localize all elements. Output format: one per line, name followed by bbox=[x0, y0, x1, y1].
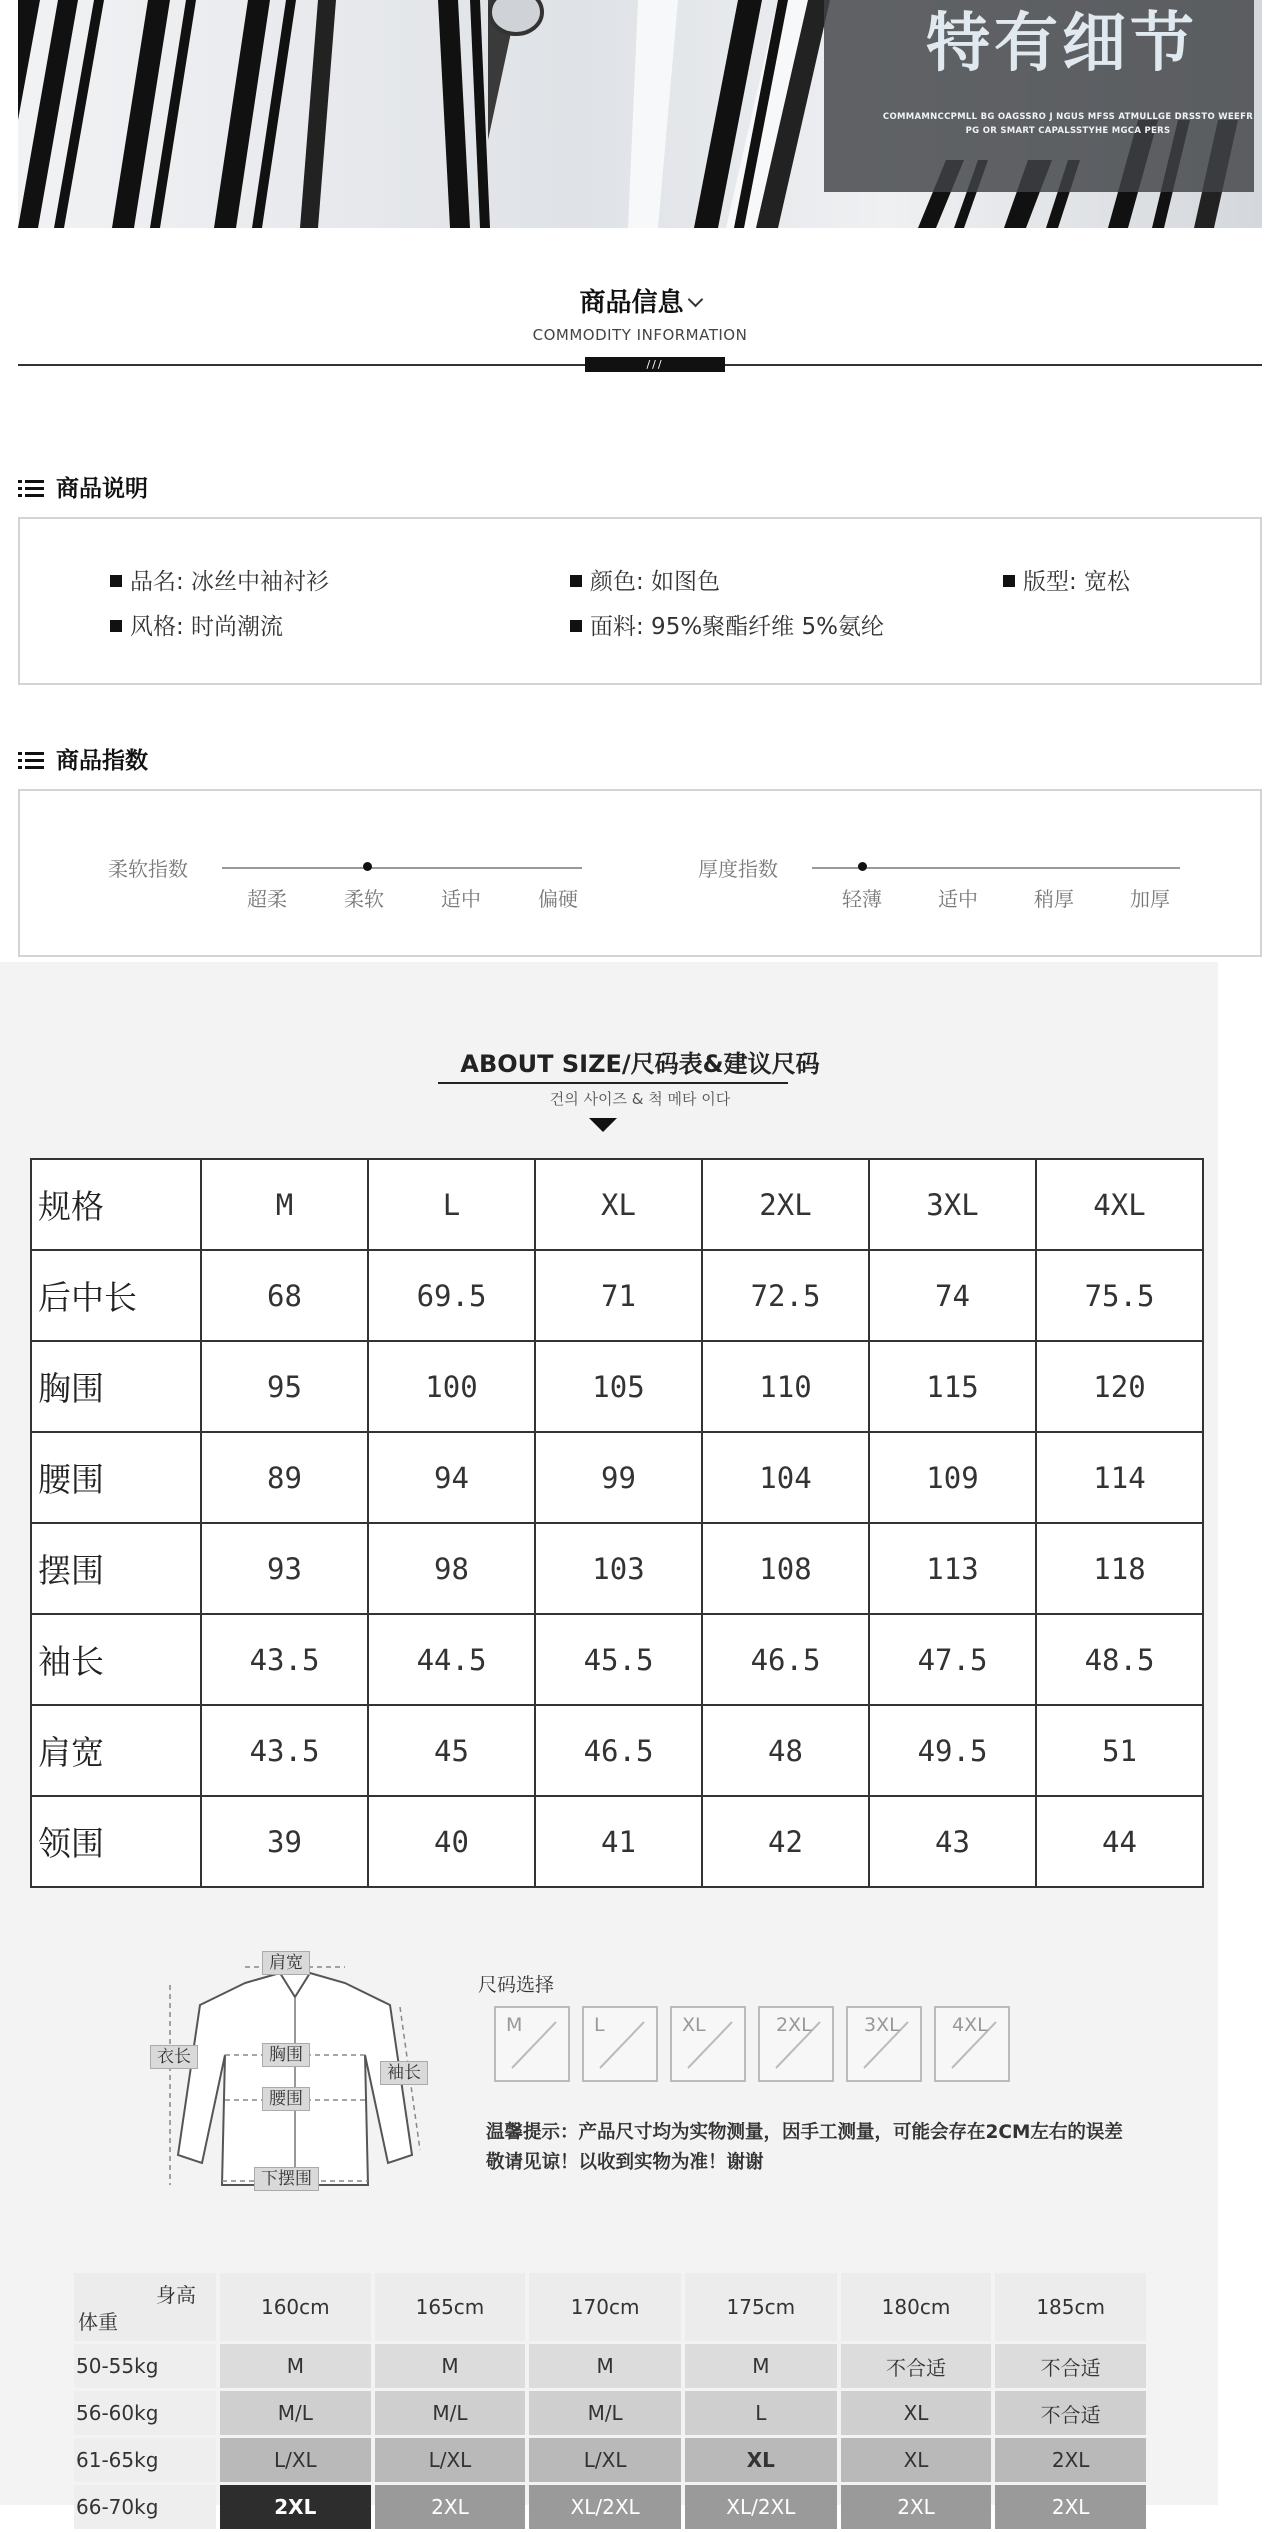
row-label: 肩宽 bbox=[31, 1705, 201, 1796]
spec-item: 品名: 冰丝中袖衬衫 bbox=[110, 563, 329, 596]
size-header: 2XL bbox=[702, 1159, 869, 1250]
table-cell: 89 bbox=[201, 1432, 368, 1523]
commodity-info-title: 商品信息 bbox=[579, 288, 684, 318]
thickness-marker bbox=[858, 862, 867, 871]
spec-item: 风格: 时尚潮流 bbox=[110, 608, 283, 641]
list-icon bbox=[18, 478, 44, 498]
table-cell: 2XL bbox=[995, 2438, 1146, 2482]
table-cell: 2XL bbox=[841, 2485, 992, 2529]
spec-item: 版型: 宽松 bbox=[1003, 563, 1130, 596]
size-header: M bbox=[201, 1159, 368, 1250]
height-header: 185cm bbox=[995, 2273, 1146, 2341]
table-cell: 120 bbox=[1036, 1341, 1203, 1432]
height-header: 180cm bbox=[841, 2273, 992, 2341]
table-cell: 48.5 bbox=[1036, 1614, 1203, 1705]
table-cell: 68 bbox=[201, 1250, 368, 1341]
table-cell: M/L bbox=[529, 2391, 681, 2435]
thickness-label: 厚度指数 bbox=[698, 857, 778, 881]
size-picker-title: 尺码选择 bbox=[478, 1974, 555, 1996]
size-chart-table bbox=[30, 1158, 1204, 1888]
table-cell: M bbox=[529, 2344, 681, 2388]
table-cell: 71 bbox=[535, 1250, 702, 1341]
weight-label: 50-55kg bbox=[74, 2344, 216, 2388]
table-cell: 113 bbox=[869, 1523, 1036, 1614]
table-cell: 43.5 bbox=[201, 1614, 368, 1705]
softness-label: 柔软指数 bbox=[108, 857, 188, 881]
hem-label: 下摆围 bbox=[254, 2167, 319, 2191]
commodity-info-subtitle: COMMODITY INFORMATION bbox=[532, 326, 748, 344]
shirt-measurement-diagram bbox=[150, 1945, 440, 2205]
spec-item: 颜色: 如图色 bbox=[570, 563, 720, 596]
softness-marker bbox=[363, 862, 372, 871]
table-cell: XL/2XL bbox=[529, 2485, 681, 2529]
table-cell: 110 bbox=[702, 1341, 869, 1432]
index-box bbox=[18, 789, 1262, 957]
row-label: 后中长 bbox=[31, 1250, 201, 1341]
thickness-tick: 稍厚 bbox=[1034, 887, 1074, 911]
table-row bbox=[74, 2438, 1146, 2482]
table-cell: M bbox=[375, 2344, 526, 2388]
softness-scale bbox=[222, 867, 582, 869]
table-row bbox=[31, 1614, 1203, 1705]
table-row bbox=[31, 1705, 1203, 1796]
table-cell: 不合适 bbox=[841, 2344, 992, 2388]
weight-label: 56-60kg bbox=[74, 2391, 216, 2435]
softness-tick: 超柔 bbox=[247, 887, 287, 911]
size-recommendation-table bbox=[70, 2270, 1150, 2532]
table-cell: 不合适 bbox=[995, 2391, 1146, 2435]
height-header: 165cm bbox=[375, 2273, 526, 2341]
length-label: 衣长 bbox=[150, 2045, 198, 2069]
table-cell: 45 bbox=[368, 1705, 535, 1796]
table-cell: 108 bbox=[702, 1523, 869, 1614]
row-label: 胸围 bbox=[31, 1341, 201, 1432]
size-option-xl[interactable]: XL bbox=[670, 2006, 746, 2082]
table-cell: 2XL bbox=[375, 2485, 526, 2529]
table-row bbox=[31, 1250, 1203, 1341]
table-cell: M bbox=[220, 2344, 371, 2388]
table-row bbox=[31, 1432, 1203, 1523]
table-cell: 114 bbox=[1036, 1432, 1203, 1523]
table-cell: 44.5 bbox=[368, 1614, 535, 1705]
spec-item: 面料: 95%聚酯纤维 5%氨纶 bbox=[570, 608, 884, 641]
corner-cell bbox=[74, 2273, 216, 2341]
weight-corner-label: 体重 bbox=[78, 2310, 118, 2334]
table-cell: L/XL bbox=[220, 2438, 371, 2482]
description-box bbox=[18, 517, 1262, 685]
row-label: 腰围 bbox=[31, 1432, 201, 1523]
table-cell: 72.5 bbox=[702, 1250, 869, 1341]
table-cell: 不合适 bbox=[995, 2344, 1146, 2388]
size-header: 4XL bbox=[1036, 1159, 1203, 1250]
table-cell: 93 bbox=[201, 1523, 368, 1614]
shoulder-label: 肩宽 bbox=[262, 1951, 310, 1975]
table-cell: 51 bbox=[1036, 1705, 1203, 1796]
softness-tick: 柔软 bbox=[344, 887, 384, 911]
list-icon bbox=[18, 750, 44, 770]
table-cell: L bbox=[685, 2391, 837, 2435]
divider-bar: /// bbox=[585, 357, 725, 372]
size-option-3xl[interactable]: 3XL bbox=[846, 2006, 922, 2082]
table-cell: M/L bbox=[375, 2391, 526, 2435]
table-cell: 45.5 bbox=[535, 1614, 702, 1705]
table-cell: 95 bbox=[201, 1341, 368, 1432]
table-row bbox=[74, 2391, 1146, 2435]
banner-caption: COMMAMNCCPMLL BG OAGSSRO J NGUS MFSS ATMULLGE DRSSTO WEEFR PG OR SMART CAPALSSTYHE MGCA PERS bbox=[882, 112, 1254, 136]
height-header: 170cm bbox=[529, 2273, 681, 2341]
table-cell: XL bbox=[841, 2438, 992, 2482]
size-option-l[interactable]: L bbox=[582, 2006, 658, 2082]
table-row bbox=[31, 1523, 1203, 1614]
index-heading bbox=[18, 742, 148, 775]
product-detail-banner bbox=[18, 0, 1262, 228]
table-cell: XL/2XL bbox=[685, 2485, 837, 2529]
weight-label: 61-65kg bbox=[74, 2438, 216, 2482]
height-header: 175cm bbox=[685, 2273, 837, 2341]
table-cell: 2XL bbox=[995, 2485, 1146, 2529]
table-cell: 94 bbox=[368, 1432, 535, 1523]
table-cell: 40 bbox=[368, 1796, 535, 1887]
table-cell: 2XL bbox=[220, 2485, 371, 2529]
weight-label: 66-70kg bbox=[74, 2485, 216, 2529]
thickness-tick: 加厚 bbox=[1130, 887, 1170, 911]
table-cell: 47.5 bbox=[869, 1614, 1036, 1705]
row-label: 袖长 bbox=[31, 1614, 201, 1705]
softness-tick: 偏硬 bbox=[538, 887, 578, 911]
table-cell: 48 bbox=[702, 1705, 869, 1796]
table-cell: 42 bbox=[702, 1796, 869, 1887]
tip-line: 敬请见谅！以收到实物为准！谢谢 bbox=[486, 2152, 764, 2173]
description-heading bbox=[18, 470, 148, 503]
table-cell: 74 bbox=[869, 1250, 1036, 1341]
table-cell: 100 bbox=[368, 1341, 535, 1432]
chest-label: 胸围 bbox=[262, 2043, 310, 2067]
commodity-info-header bbox=[0, 282, 1280, 319]
table-cell: 69.5 bbox=[368, 1250, 535, 1341]
size-option-4xl[interactable]: 4XL bbox=[934, 2006, 1010, 2082]
table-cell: 46.5 bbox=[535, 1705, 702, 1796]
size-header: 3XL bbox=[869, 1159, 1036, 1250]
measurement-tip bbox=[486, 2118, 1126, 2178]
table-cell: 39 bbox=[201, 1796, 368, 1887]
size-option-2xl[interactable]: 2XL bbox=[758, 2006, 834, 2082]
size-header: L bbox=[368, 1159, 535, 1250]
table-row bbox=[31, 1341, 1203, 1432]
softness-tick: 适中 bbox=[441, 887, 481, 911]
height-header: 160cm bbox=[220, 2273, 371, 2341]
waist-label: 腰围 bbox=[262, 2087, 310, 2111]
table-cell: 105 bbox=[535, 1341, 702, 1432]
size-title: ABOUT SIZE/尺码表&建议尺码 bbox=[460, 1050, 820, 1078]
height-corner-label: 身高 bbox=[156, 2283, 196, 2307]
table-row bbox=[31, 1796, 1203, 1887]
thickness-scale bbox=[812, 867, 1180, 869]
size-option-m[interactable]: M bbox=[494, 2006, 570, 2082]
triangle-down-icon bbox=[589, 1118, 617, 1132]
table-row bbox=[31, 1159, 1203, 1250]
table-cell: 46.5 bbox=[702, 1614, 869, 1705]
table-cell: M bbox=[685, 2344, 837, 2388]
table-cell: XL bbox=[685, 2438, 837, 2482]
index-heading-text: 商品指数 bbox=[56, 748, 148, 774]
size-subtitle: 건의 사이즈 & 척 메타 이다 bbox=[549, 1090, 731, 1108]
size-title-underline bbox=[438, 1082, 788, 1084]
table-cell: 43 bbox=[869, 1796, 1036, 1887]
table-cell: XL bbox=[841, 2391, 992, 2435]
table-cell: 109 bbox=[869, 1432, 1036, 1523]
table-cell: M/L bbox=[220, 2391, 371, 2435]
table-row bbox=[74, 2485, 1146, 2529]
tip-line: 温馨提示：产品尺寸均为实物测量，因手工测量，可能会存在2CM左右的误差 bbox=[486, 2122, 1123, 2143]
size-header-label: 规格 bbox=[31, 1159, 201, 1250]
table-cell: 103 bbox=[535, 1523, 702, 1614]
table-cell: 115 bbox=[869, 1341, 1036, 1432]
table-cell: 49.5 bbox=[869, 1705, 1036, 1796]
table-cell: 98 bbox=[368, 1523, 535, 1614]
size-header: XL bbox=[535, 1159, 702, 1250]
table-cell: 118 bbox=[1036, 1523, 1203, 1614]
table-cell: 44 bbox=[1036, 1796, 1203, 1887]
description-heading-text: 商品说明 bbox=[56, 476, 148, 502]
table-cell: 99 bbox=[535, 1432, 702, 1523]
table-row bbox=[74, 2344, 1146, 2388]
thickness-tick: 适中 bbox=[938, 887, 978, 911]
table-cell: L/XL bbox=[529, 2438, 681, 2482]
banner-title: 特有细节 bbox=[926, 7, 1198, 81]
row-label: 领围 bbox=[31, 1796, 201, 1887]
table-cell: 41 bbox=[535, 1796, 702, 1887]
table-row bbox=[74, 2273, 1146, 2341]
table-cell: 75.5 bbox=[1036, 1250, 1203, 1341]
chevron-down-icon bbox=[687, 292, 703, 308]
table-cell: L/XL bbox=[375, 2438, 526, 2482]
table-cell: 104 bbox=[702, 1432, 869, 1523]
thickness-tick: 轻薄 bbox=[842, 887, 882, 911]
sleeve-label: 袖长 bbox=[380, 2061, 428, 2085]
row-label: 摆围 bbox=[31, 1523, 201, 1614]
table-cell: 43.5 bbox=[201, 1705, 368, 1796]
